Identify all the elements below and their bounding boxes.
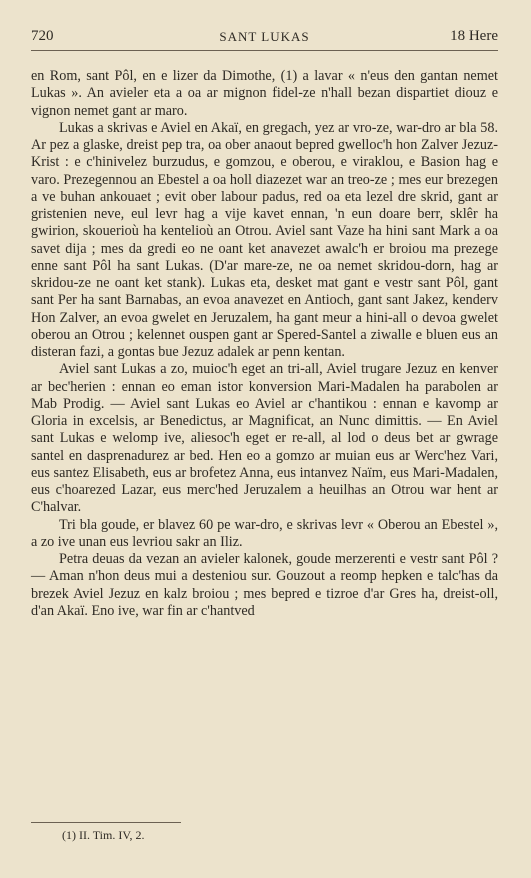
paragraph: Aviel sant Lukas a zo, muioc'h eget an tri-all, Aviel trugare Jezuz en kenver ar bec'herien : ennan eo eman istor konversion Mari-Madalen ha parabolen ar Mab Prodig. — Aviel sant Lukas eo Aviel ar c'hantikou : ennan e kavomp ar Gloria in excelsis, ar Benedictus, ar Magnificat, an Nunc dimittis. — En Aviel sant Lukas e welomp ive, aliesoc'h eget er re-all, al lod o deus bet ar gwrage santel en dasprenadurez ar bed. Hen eo a gomzo ar muian eus ar Werc'hez Vari, eus santez Elisabeth, eus ar brofetez Anna, eus intanvez Naïm, eus Mari-Madalen, eus c'hoarezed Lazar, eus merc'hed Jeruzalem a heuilhas an Otrou war hent ar C'halvar.: [31, 361, 498, 516]
paragraph: Petra deuas da vezan an avieler kalonek, goude merzerenti e vestr sant Pôl ? — Aman n'hon deus mui a desteniou sur. Gouzout a reomp hepken e talc'has da brezek Aviel Jezuz en kalz broiou ; mes bepred e tizroe d'ar Gres ha, dreist-oll, d'an Akaï. Eno ive, war fin ar c'hantved: [31, 551, 498, 619]
header-rule: [31, 50, 498, 51]
paragraph: en Rom, sant Pôl, en e lizer da Dimothe, (1) a lavar « n'eus den gantan nemet Lukas ». An avieler eta a oa ar mignon fidel-ze n'hall bezan dispartiet diouz e vignon nemet gant ar maro.: [31, 68, 498, 119]
header-date: 18 Here: [450, 28, 498, 44]
page-header: [31, 28, 498, 48]
footnote-rule: [31, 822, 181, 823]
body-text: [31, 68, 498, 620]
page-number: 720: [31, 28, 54, 44]
paragraph: Lukas a skrivas e Aviel en Akaï, en gregach, yez ar vro-ze, war-dro ar bla 58. Ar pez a glaske, dreist pep tra, oa ober anaout bepred gwelloc'h hon Zalver Jezuz-Krist : e c'hinivelez burzudus, e gomzou, e oberou, e viraklou, e Basion hag e varo. Prezegennou an Ebestel a oa holl diazezet war an treo-ze ; mes eur brezegen a ve buhan ankouaet ; evit ober labour padus, red oa eta lezel dre skrid, gant ar gristenien neve, eul levr hag a vije kavet ennan, 'n eun doare berr, sklêr ha gwirion, skouerioù ha kentelioù an Otrou. Aviel sant Vaze ha hini sant Mark a oa savet dija ; mes da gredi eo ne oant ket anavezet awalc'h er broiou ma prezege enne sant Pôl ha sant Lukas. (D'ar mare-ze, ne oa nemet skridou-dorn, hag ar skridou-ze ne oant ket stank). Lukas eta, desket mat gant e vestr sant Pôl, gant sant Per ha sant Barnabas, an evoa anavezet en Antioch, gant sant Jakez, kenderv Hon Zalver, an evoa gwelet en Jeruzalem, ha gant meur a hini-all o devoa gwelet oberou an Otrou ; kelennet ouspen gant ar Spered-Santel a ziwalle e bluen eus an disteran fazi, a gontas bue Jezuz adalek ar penn kentan.: [31, 119, 498, 360]
footnote: (1) II. Tim. IV, 2.: [62, 828, 145, 842]
running-title: SANT LUKAS: [219, 29, 310, 44]
paragraph: Tri bla goude, er blavez 60 pe war-dro, e skrivas levr « Oberou an Ebestel », a zo ive unan eus levriou sakr an Iliz.: [31, 516, 498, 550]
